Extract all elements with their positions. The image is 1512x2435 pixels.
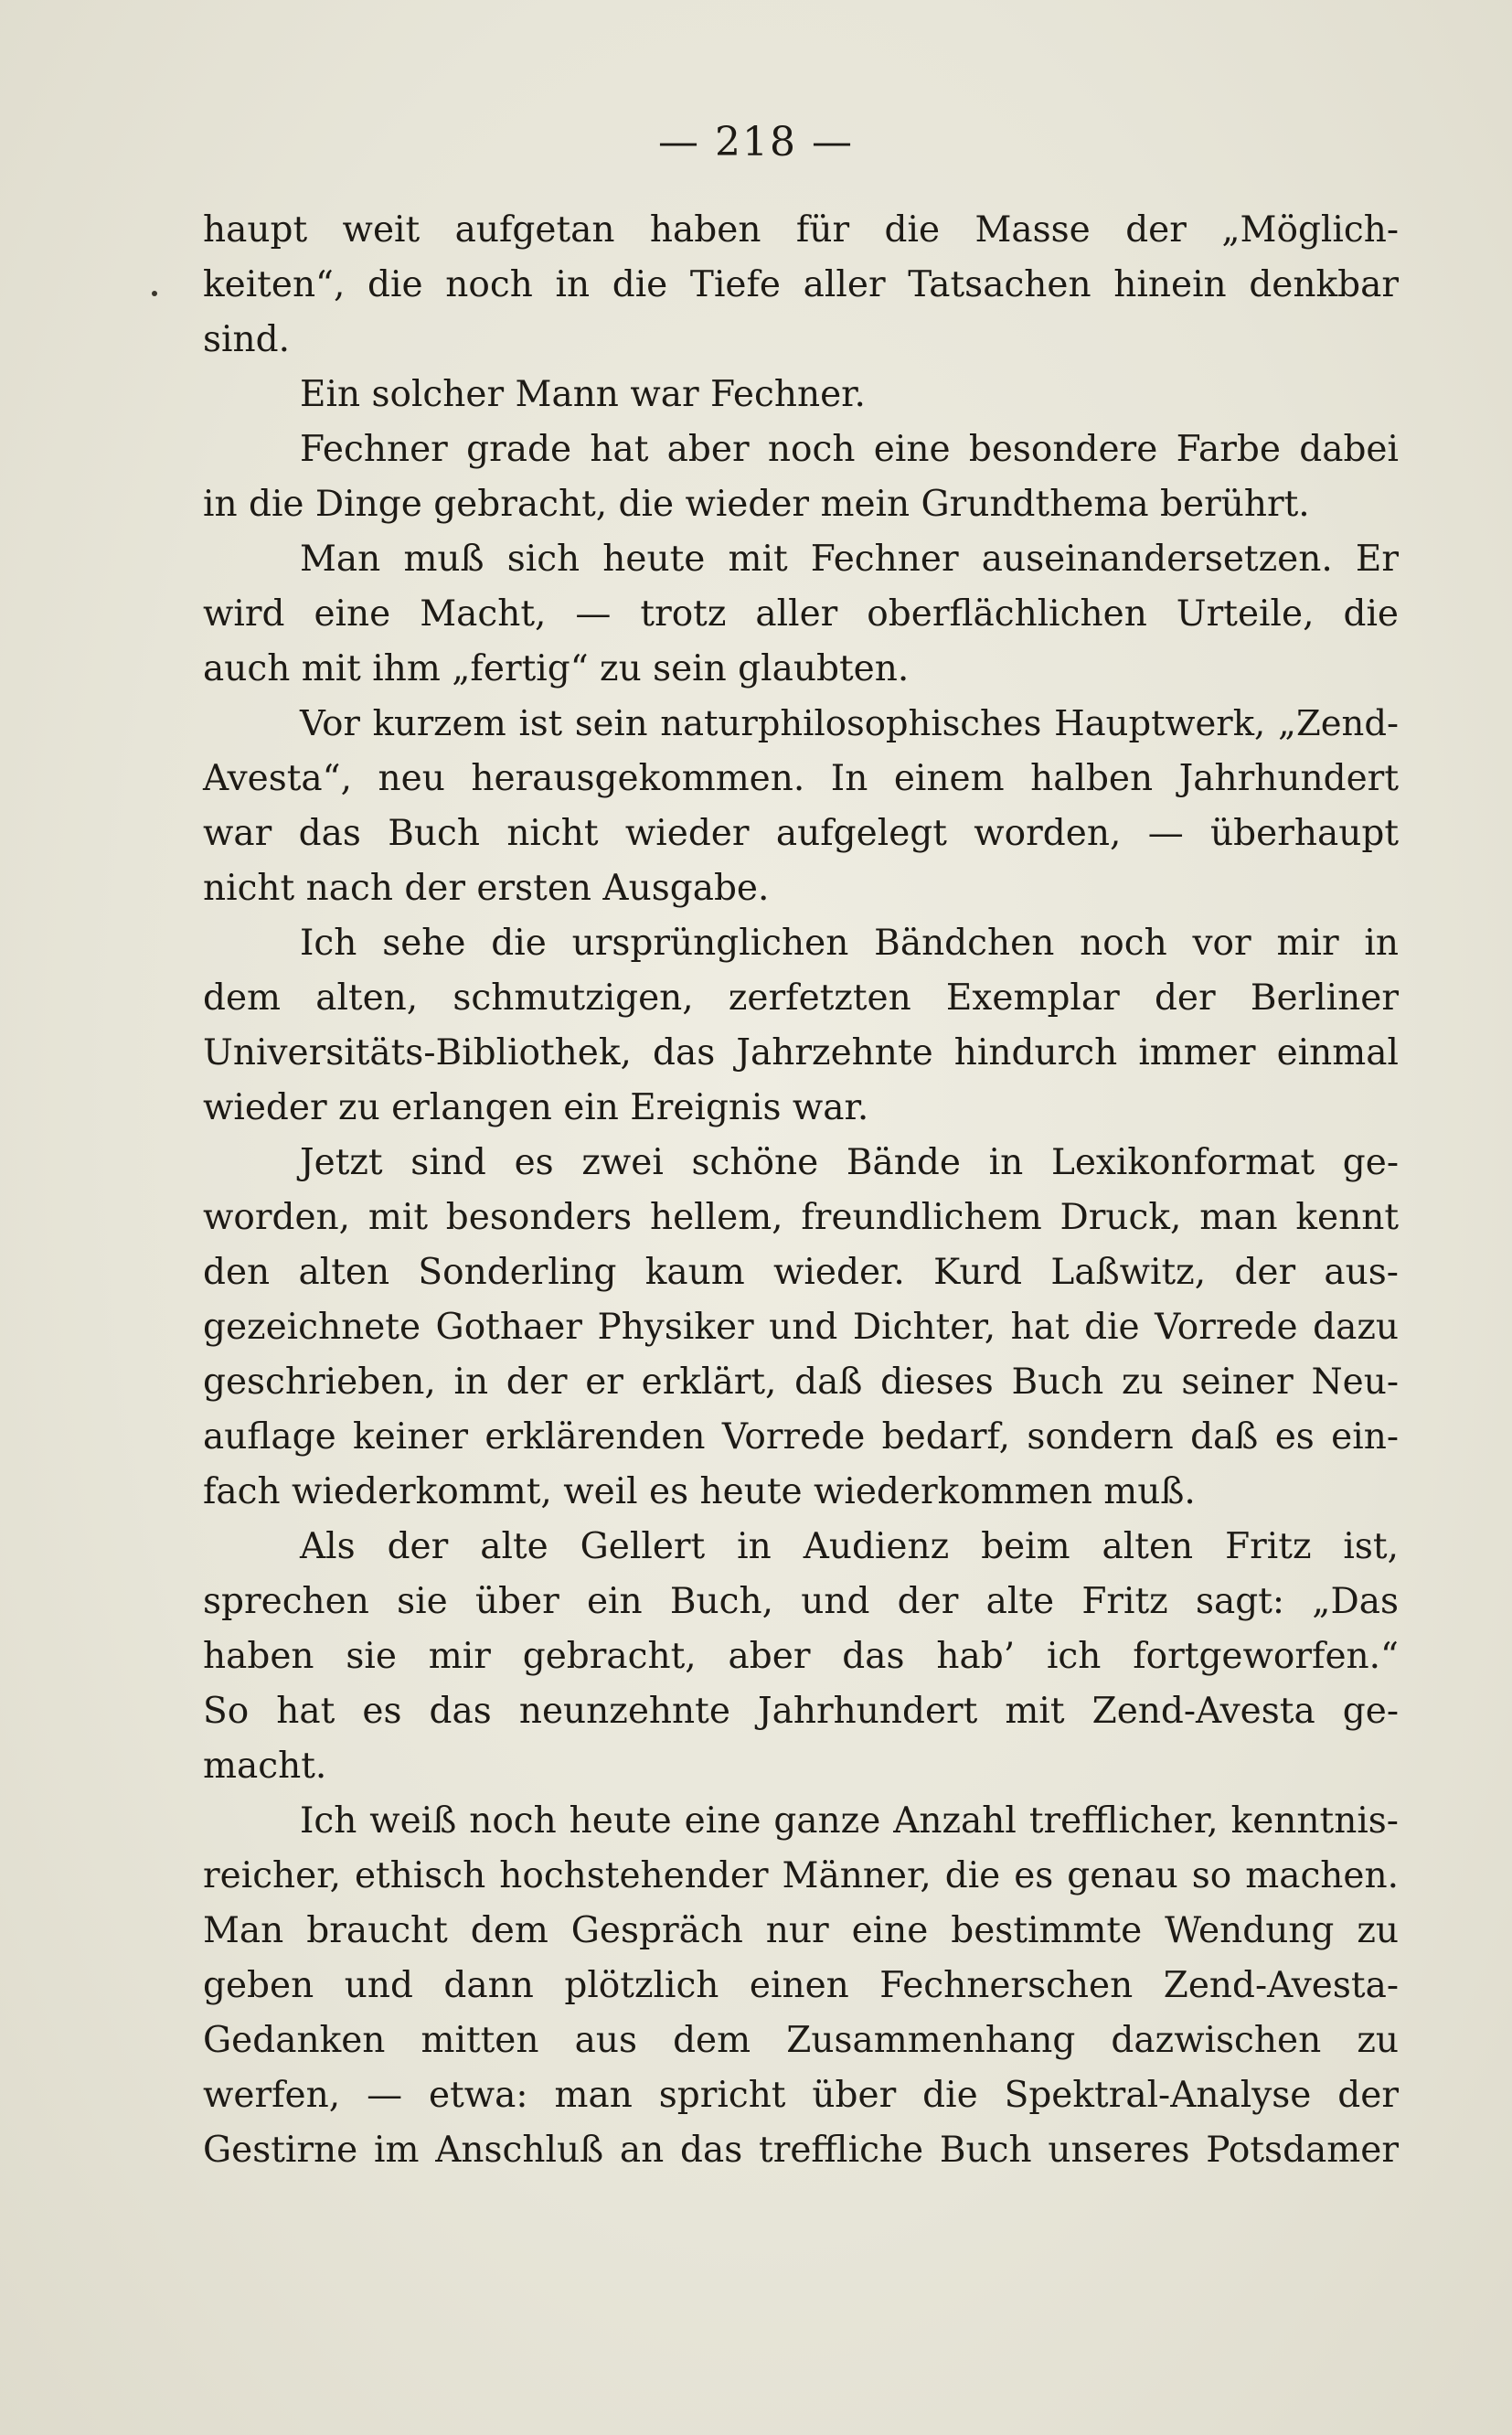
text-line: Ein solcher Mann war Fechner. — [300, 374, 866, 415]
text-line: Gestirne im Anschluß an das treffliche Buch unseres Potsdamer — [203, 2130, 1399, 2171]
text-line: haben sie mir gebracht, aber das hab’ ich fortgeworfen.“ — [203, 1636, 1399, 1677]
text-line: Als der alte Gellert in Audienz beim alten Fritz ist, — [300, 1526, 1399, 1567]
text-line: Universitäts-Bibliothek, das Jahrzehnte hindurch immer einmal — [203, 1032, 1399, 1073]
text-line: fach wiederkommt, weil es heute wiederkommen muß. — [203, 1471, 1196, 1512]
text-line: sind. — [203, 319, 290, 360]
text-line: So hat es das neunzehnte Jahrhundert mit Zend-Avesta ge- — [203, 1691, 1399, 1732]
text-line: reicher, ethisch hochstehender Männer, die es genau so machen. — [203, 1855, 1399, 1896]
text-line: Fechner grade hat aber noch eine besondere Farbe dabei — [300, 429, 1399, 470]
text-line: Gedanken mitten aus dem Zusammenhang dazwischen zu — [203, 2020, 1399, 2061]
text-line: nicht nach der ersten Ausgabe. — [203, 868, 770, 909]
text-line: wird eine Macht, — trotz aller oberflächlichen Urteile, die — [203, 593, 1399, 635]
text-line: Ich sehe die ursprünglichen Bändchen noch vor mir in — [300, 923, 1399, 964]
text-line: worden, mit besonders hellem, freundlichem Druck, man kennt — [203, 1197, 1399, 1238]
text-line: in die Dinge gebracht, die wieder mein Grundthema berührt. — [203, 484, 1310, 525]
text-line: keiten“, die noch in die Tiefe aller Tatsachen hinein denkbar — [203, 264, 1399, 305]
text-line: sprechen sie über ein Buch, und der alte Fritz sagt: „Das — [203, 1581, 1399, 1622]
text-line: den alten Sonderling kaum wieder. Kurd Laßwitz, der aus- — [203, 1252, 1399, 1293]
ink-speck — [152, 291, 157, 296]
text-line: werfen, — etwa: man spricht über die Spektral-Analyse der — [203, 2075, 1399, 2116]
text-line: Ich weiß noch heute eine ganze Anzahl trefflicher, kenntnis- — [300, 1800, 1399, 1842]
text-line: macht. — [203, 1746, 327, 1787]
text-line: Man muß sich heute mit Fechner auseinandersetzen. Er — [300, 539, 1399, 580]
text-line: geben und dann plötzlich einen Fechnerschen Zend-Avesta- — [203, 1965, 1399, 2006]
text-line: dem alten, schmutzigen, zerfetzten Exemplar der Berliner — [203, 977, 1399, 1019]
page-number: — 218 — — [658, 119, 854, 166]
text-line: auflage keiner erklärenden Vorrede bedarf, sondern daß es ein- — [203, 1416, 1399, 1458]
text-line: Vor kurzem ist sein naturphilosophisches Hauptwerk, „Zend- — [300, 703, 1399, 744]
text-line: Avesta“, neu herausgekommen. In einem halben Jahrhundert — [203, 758, 1399, 799]
text-line: wieder zu erlangen ein Ereignis war. — [203, 1087, 869, 1128]
text-line: gezeichnete Gothaer Physiker und Dichter, hat die Vorrede dazu — [203, 1307, 1399, 1348]
text-line: auch mit ihm „fertig“ zu sein glaubten. — [203, 648, 910, 689]
body-text — [203, 203, 1399, 2178]
text-line: Jetzt sind es zwei schöne Bände in Lexikonformat ge- — [300, 1142, 1399, 1183]
text-line: haupt weit aufgetan haben für die Masse der „Möglich- — [203, 209, 1399, 251]
text-line: Man braucht dem Gespräch nur eine bestimmte Wendung zu — [203, 1910, 1399, 1951]
text-line: war das Buch nicht wieder aufgelegt worden, — überhaupt — [203, 813, 1399, 854]
text-line: geschrieben, in der er erklärt, daß dieses Buch zu seiner Neu- — [203, 1362, 1399, 1403]
